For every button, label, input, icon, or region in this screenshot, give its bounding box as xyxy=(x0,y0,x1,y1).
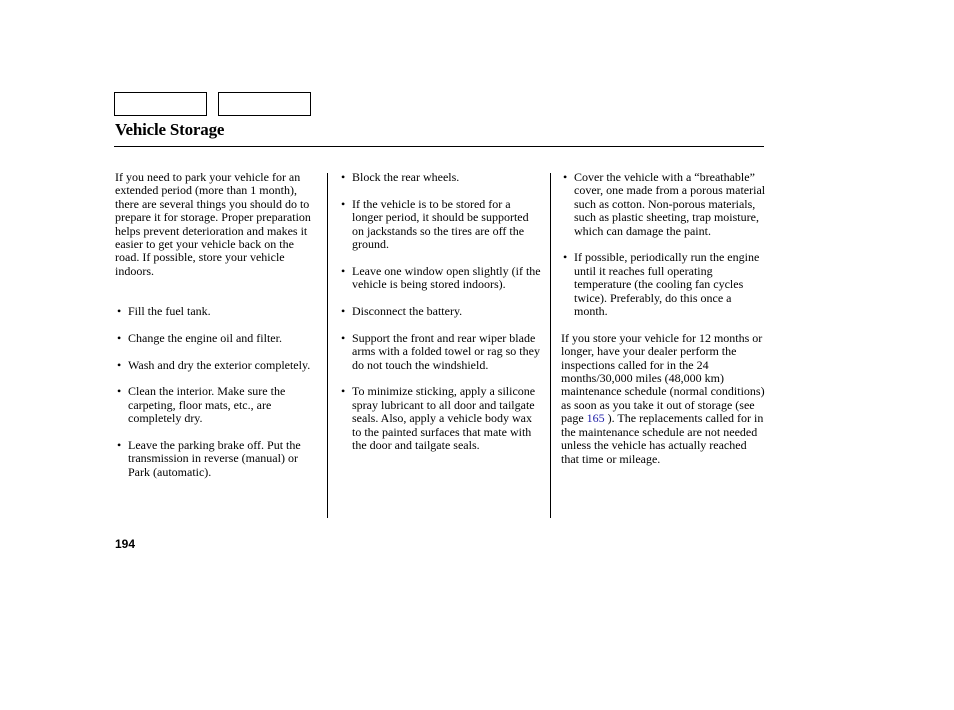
bullet-dot: • xyxy=(341,196,346,211)
middle-column xyxy=(339,171,543,452)
bullet-dot: • xyxy=(341,330,346,345)
bullet-dot: • xyxy=(117,357,122,372)
right-column xyxy=(561,171,767,466)
bullet-dot: • xyxy=(563,250,568,265)
bullet-text: Change the engine oil and filter. xyxy=(128,330,282,345)
bullet-text: Wash and dry the exterior completely. xyxy=(128,357,311,372)
bullet-text: Leave one window open slightly (if the vehicle is being stored indoors). xyxy=(352,263,541,292)
bullet-text: Cover the vehicle with a “breathable” cover, one made from a porous material such as cotton. Non-porous materials, such as plastic sheeting, trap moisture, which can damage the paint. xyxy=(574,170,766,238)
bullet-item xyxy=(561,251,767,318)
column-divider xyxy=(327,173,328,518)
bullet-text: To minimize sticking, apply a silicone spray lubricant to all door and tailgate seals. Also, apply a vehicle body wax to the painted surfaces that mate with the door and tailgate seals. xyxy=(352,384,536,453)
title-rule xyxy=(114,146,764,147)
bullet-dot: • xyxy=(563,170,568,184)
bullet-item xyxy=(115,305,319,318)
bullet-item xyxy=(561,171,767,238)
bullet-item xyxy=(339,385,543,452)
bullet-item xyxy=(115,359,319,372)
bullet-dot: • xyxy=(341,170,346,184)
bullet-item xyxy=(339,265,543,292)
bullet-text: Leave the parking brake off. Put the transmission in reverse (manual) or Park (automatic). xyxy=(128,438,301,479)
bullet-item xyxy=(115,439,319,479)
bullet-text: If possible, periodically run the engine until it reaches full operating temperature (the cooling fan cycles twice). Preferably, do this once a month. xyxy=(574,250,760,319)
page-title: Vehicle Storage xyxy=(115,120,225,139)
page-number: 194 xyxy=(115,537,136,551)
bullet-text: Disconnect the battery. xyxy=(352,304,463,319)
left-column xyxy=(115,171,319,479)
bullet-dot: • xyxy=(341,304,346,319)
nav-button-next[interactable] xyxy=(218,92,311,116)
bullet-text: Clean the interior. Make sure the carpeting, floor mats, etc., are completely dry. xyxy=(128,384,286,426)
bullet-item xyxy=(115,332,319,345)
page-165-link[interactable]: 165 xyxy=(586,411,605,426)
bullet-text: Fill the fuel tank. xyxy=(128,304,211,319)
bullet-item xyxy=(339,198,543,252)
bullet-dot: • xyxy=(341,384,346,399)
intro-paragraph: If you need to park your vehicle for an extended period (more than 1 month), there are several things you should do to prepare it for storage. Proper preparation helps prevent deterioration and makes it easier to get your vehicle back on the road. If possible, store your vehicle indoors. xyxy=(115,170,311,278)
bullet-dot: • xyxy=(117,384,122,399)
bullet-text: If the vehicle is to be stored for a longer period, it should be supported on jackstands so the tires are off the ground. xyxy=(352,196,529,252)
bullet-dot: • xyxy=(341,263,346,278)
bullet-dot: • xyxy=(117,330,122,345)
bullet-dot: • xyxy=(117,304,122,319)
bullet-text: Support the front and rear wiper blade arms with a folded towel or rag so they do not touch the windshield. xyxy=(352,330,540,372)
closing-text-end: ). The replacements called for in the maintenance schedule are not needed unless the vehicle has actually reached that time or mileage. xyxy=(561,411,764,466)
bullet-item xyxy=(339,305,543,318)
bullet-text: Block the rear wheels. xyxy=(352,170,460,184)
closing-text-start: If you store your vehicle for 12 months or longer, have your dealer perform the inspections called for in the 24 months/30,000 miles (48,000 km) maintenance schedule (normal conditions) as soon as you take it out of storage (see page xyxy=(561,330,765,426)
bullet-dot: • xyxy=(117,438,122,453)
nav-button-previous[interactable] xyxy=(114,92,207,116)
column-divider xyxy=(550,173,551,518)
bullet-item xyxy=(115,385,319,425)
bullet-item xyxy=(339,171,543,184)
closing-paragraph xyxy=(561,332,767,466)
bullet-item xyxy=(339,332,543,372)
